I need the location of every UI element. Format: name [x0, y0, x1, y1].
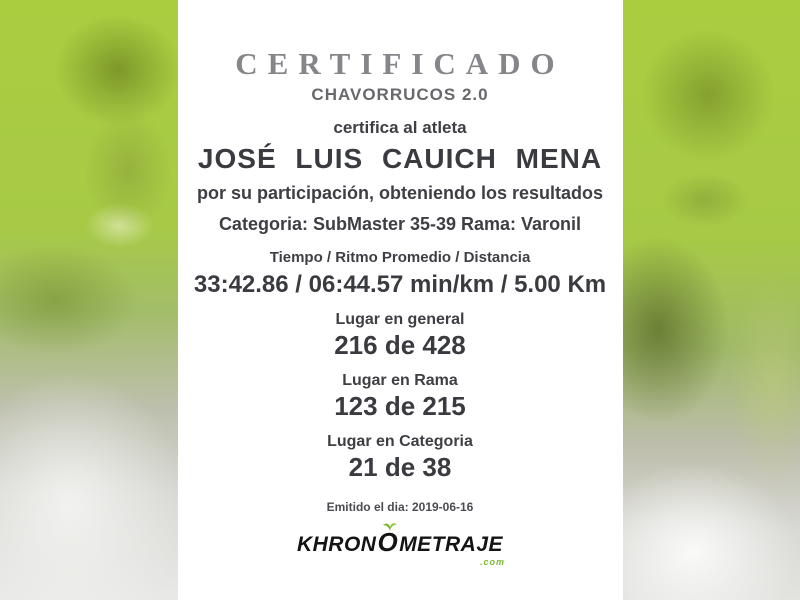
place-general-label: Lugar en general [335, 311, 465, 328]
place-rama-label: Lugar en Rama [342, 372, 458, 389]
stats-value: 33:42.86 / 06:44.57 min/km / 5.00 Km [193, 271, 607, 298]
stats-label: Tiempo / Ritmo Promedio / Distancia [269, 249, 531, 266]
logo-text-prefix: KHRON [296, 533, 377, 556]
place-categoria-value: 21 de 38 [348, 452, 452, 482]
place-rama-value: 123 de 215 [334, 391, 466, 421]
certificate-title: CERTIFICADO [235, 46, 565, 81]
logo-tld: .com [480, 557, 506, 567]
khronometraje-logo [296, 527, 506, 567]
event-name: CHAVORRUCOS 2.0 [311, 85, 489, 104]
logo-letter-o: O [377, 529, 398, 555]
athlete-name: JOSÉ LUIS CAUICH MENA [197, 143, 603, 174]
category-line: Categoria: SubMaster 35-39 Rama: Varonil [218, 214, 582, 234]
issued-line: Emitido el dia: 2019-06-16 [326, 500, 474, 514]
leaf-icon [383, 522, 397, 531]
certify-line: certifica al atleta [333, 118, 467, 137]
place-general-value: 216 de 428 [334, 330, 466, 360]
logo-text-suffix: METRAJE [399, 533, 504, 556]
participation-line: por su participación, obteniendo los resultados [196, 183, 604, 203]
place-categoria-label: Lugar en Categoria [327, 433, 473, 450]
